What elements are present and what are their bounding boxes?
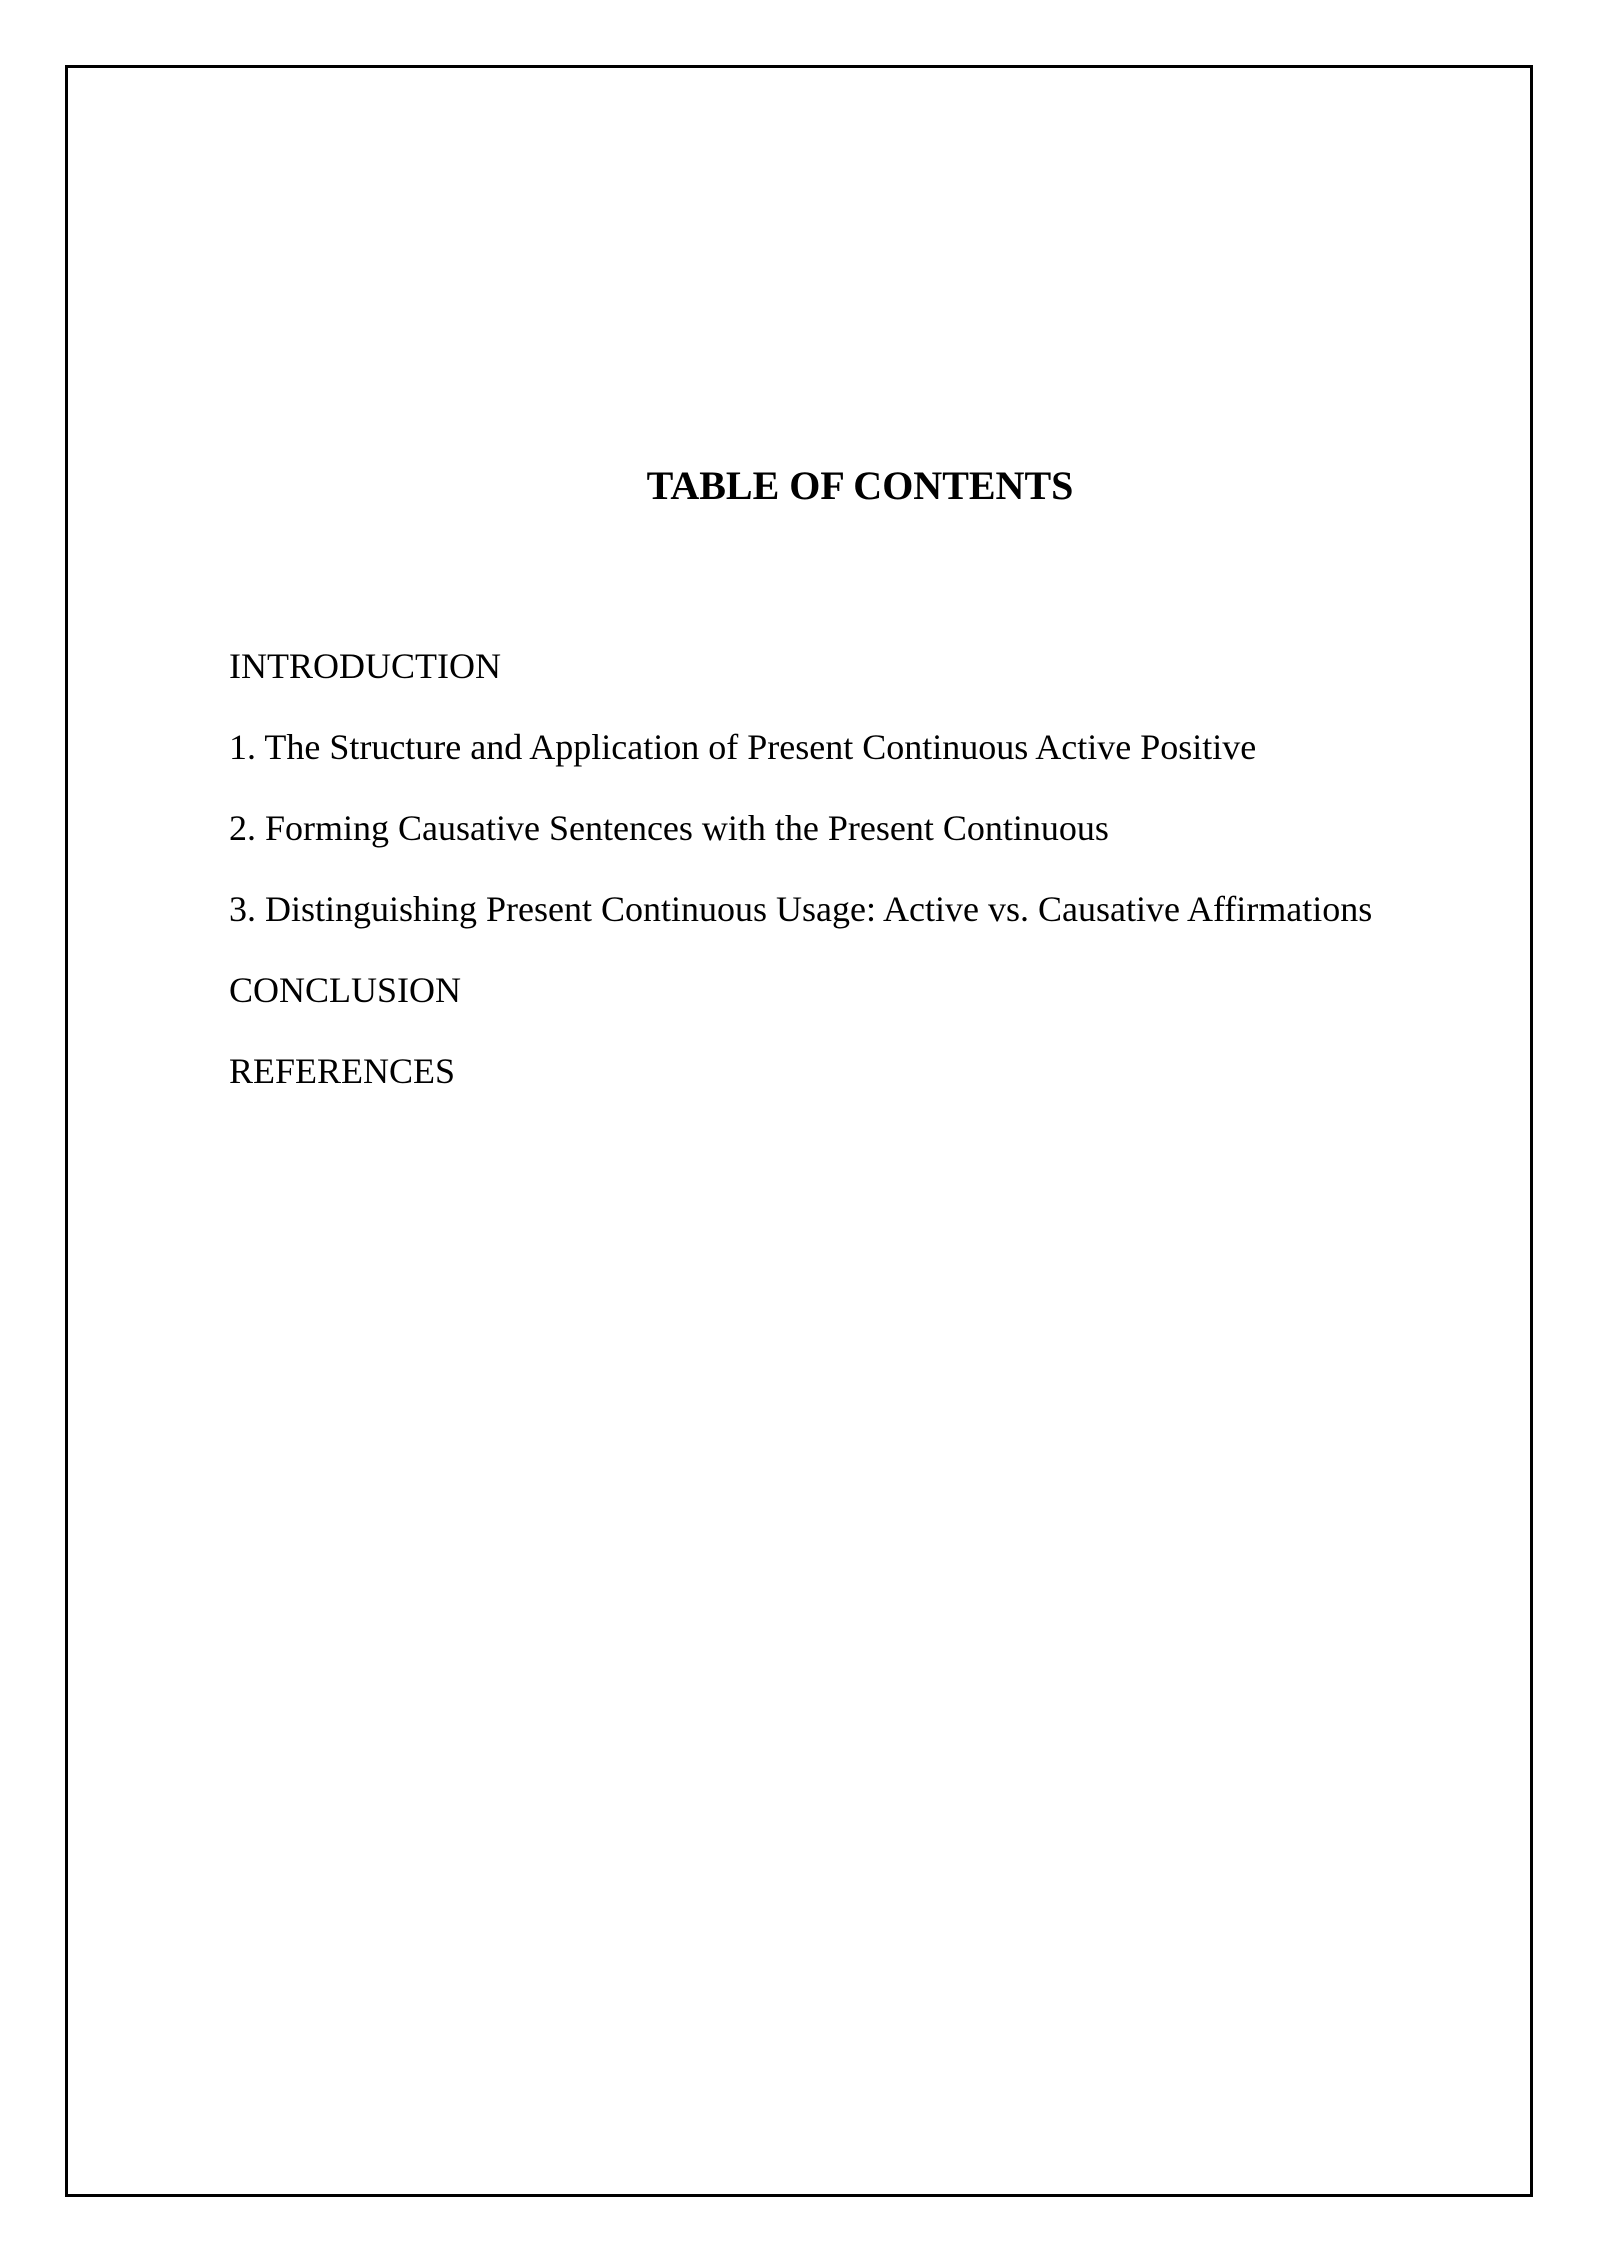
toc-entry-section-2: 2. Forming Causative Sentences with the Present Continuous — [229, 808, 1109, 848]
toc-entry-references: REFERENCES — [229, 1051, 456, 1091]
toc-entry-introduction: INTRODUCTION — [229, 646, 501, 686]
page-border — [65, 65, 1533, 2197]
toc-entry-section-1: 1. The Structure and Application of Present Continuous Active Positive — [229, 727, 1257, 767]
toc-entry-conclusion: CONCLUSION — [229, 970, 462, 1010]
toc-entry-section-3: 3. Distinguishing Present Continuous Usage: Active vs. Causative Affirmations — [229, 889, 1373, 929]
toc-list — [229, 642, 1372, 1128]
toc-title: TABLE OF CONTENTS — [646, 463, 1074, 508]
